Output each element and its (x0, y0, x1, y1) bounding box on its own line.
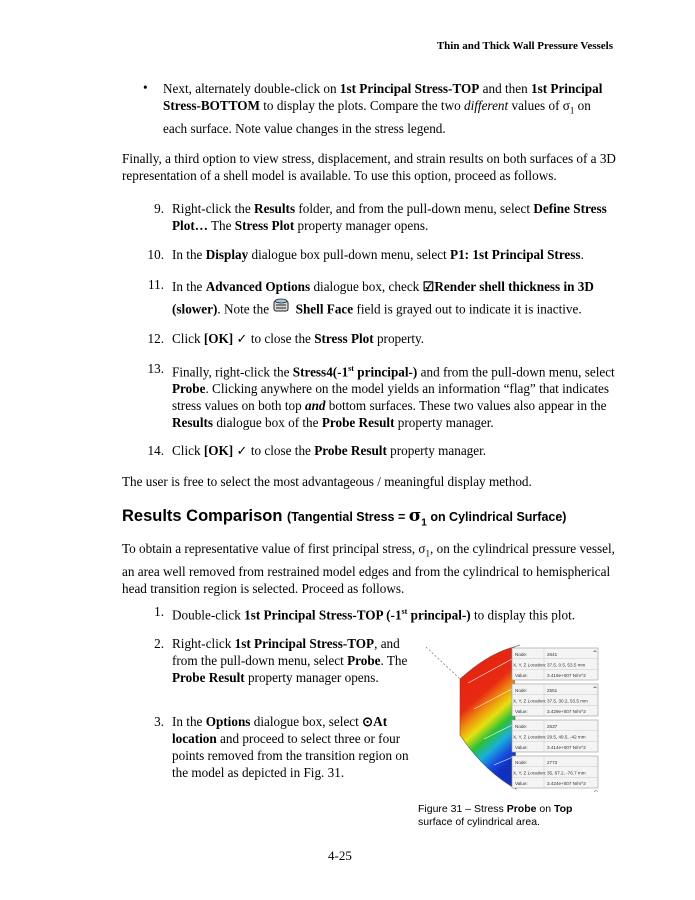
section-heading: Results Comparison (Tangential Stress = $\sigma_1$ on Cylindrical Surface) (122, 506, 567, 529)
step-number: 1. (154, 604, 164, 619)
flag-value: 3.414e+007 N/m^2 (547, 745, 586, 750)
flag-label: Node: (515, 760, 528, 765)
flag-value: 2773 (547, 760, 558, 765)
page-number: 4-25 (328, 848, 352, 863)
step-number: 10. (147, 247, 164, 262)
paragraph-third-option: Finally, a third option to view stress, displacement, and strain results on both surfaces of a 3D representation of a shell model is available. To use this option, proceed as follows. (122, 151, 616, 183)
flag-label: Value: (515, 781, 528, 786)
paragraph-representative: To obtain a representative value of first principal stress, $\sigma_1$, on the cylindrical pressure vessel, an area well removed from restrained model edges and from the cylindrical to hemispherical head transition region is selected. Proceed as follows. (122, 541, 615, 596)
flag-value: 37.5, 30.2, 53.5 mm (547, 698, 588, 704)
flag-label: X, Y, Z Location: (513, 698, 547, 704)
step-number: 12. (147, 331, 164, 346)
flag-value: 2537 (547, 724, 558, 729)
step-11: In the Advanced Options dialogue box, check ☑Render shell thickness in 3D (slower). Note the Shell Face field is grayed out to indicate it is inactive. (172, 276, 617, 323)
shell-face-icon (272, 298, 292, 323)
flag-value: 29.5, 49.5, -42 mm (547, 734, 586, 740)
paragraph-user-free: The user is free to select the most advantageous / meaningful display method. (122, 474, 532, 489)
flag-label: Node: (515, 652, 528, 657)
step-10: In the Display dialogue box pull-down menu, select P1: 1st Principal Stress. (172, 247, 584, 262)
flag-label: Value: (515, 673, 528, 678)
step-12: Click [OK] ✓ to close the Stress Plot property. (172, 331, 425, 346)
flag-label: Node: (515, 724, 528, 729)
flag-label: X, Y, Z Location: (513, 734, 547, 740)
step-14: Click [OK] ✓ to close the Probe Result property manager. (172, 443, 487, 458)
step-number: 14. (147, 443, 164, 458)
flag-value: 35, 67.2, -76.7 mm (547, 770, 586, 776)
step-3: In the Options dialogue box, select ⊙At location and proceed to select three or four points removed from the transition region on the model as depicted in Fig. 31. (172, 714, 409, 780)
running-header: Thin and Thick Wall Pressure Vessels (436, 40, 613, 52)
flag-value: 2641 (547, 652, 558, 657)
step-number: 13. (147, 361, 164, 376)
flag-value: 2551 (547, 688, 558, 693)
flag-label: Value: (515, 745, 528, 750)
stress-probe-figure (414, 639, 604, 799)
step-number: 2. (154, 636, 164, 651)
figure-caption: Figure 31 – Stress Probe on Top surface of cylindrical area. (418, 803, 573, 828)
flag-label: X, Y, Z Location: (513, 770, 547, 776)
flag-value: 37.5, 0.5, 53.5 mm (547, 662, 586, 668)
step-number: 9. (154, 201, 164, 216)
step-number: 3. (154, 714, 164, 729)
flag-value: 3.424e+007 N/m^2 (547, 781, 586, 786)
flag-label: X, Y, Z Location: (513, 662, 547, 668)
flag-value: 3.429e+007 N/m^2 (547, 709, 586, 714)
flag-label: Value: (515, 709, 528, 714)
bullet-item: Next, alternately double-click on 1st Principal Stress-TOP and then 1st Principal Stress-BOTTOM to display the plots. Compare the two different values of $\sigma_1$ on each surface. Note value changes in the stress legend. (163, 81, 603, 136)
step-9: Right-click the Results folder, and from the pull-down menu, select Define Stress Plot… The Stress Plot property manager opens. (172, 201, 607, 233)
step-13: Finally, right-click the Stress4(-1st principal-) and from the pull-down menu, select Probe. Clicking anywhere on the model yields an information “flag” that indicates stress values on both top and bottom surfaces. These two values also appear in the Results dialogue box of the Probe Result property manager. (172, 364, 615, 431)
flag-value: 3.419e+007 N/m^2 (547, 673, 586, 678)
stress-plot-graphic (414, 639, 604, 799)
step-2: Right-click 1st Principal Stress-TOP, and from the pull-down menu, select Probe. The Probe Result property manager opens. (172, 636, 408, 685)
flag-label: Node: (515, 688, 528, 693)
step-number: 11. (148, 277, 164, 292)
step-1: Double-click 1st Principal Stress-TOP (-1st principal-) to display this plot. (172, 607, 576, 623)
bullet-marker: • (143, 80, 148, 95)
